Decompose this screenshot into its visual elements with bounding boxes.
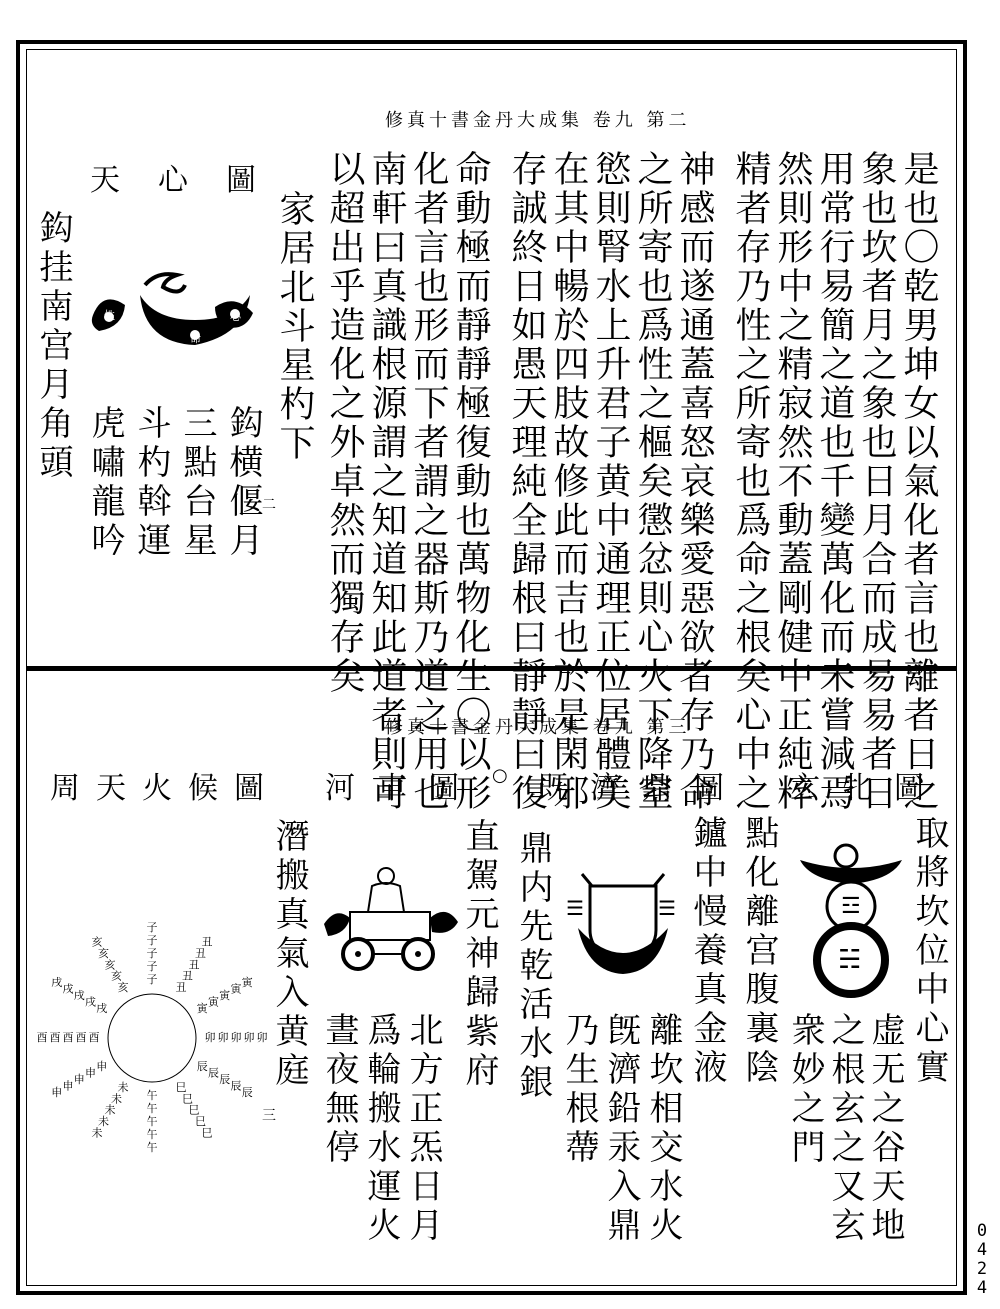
xuanpin-text-column: 取將坎位中心實: [909, 815, 949, 1088]
zhoutian-branch-label: 申: [51, 1086, 63, 1099]
zhoutian-branch-label: 亥: [104, 958, 116, 972]
heche-text-column: 直駕元神歸紫府: [459, 818, 499, 1091]
zhoutian-branch-label: 卯: [243, 1031, 255, 1044]
zhoutian-branch-label: 巳: [175, 1081, 187, 1095]
page-number-digit: 4: [976, 1278, 988, 1298]
zhoutian-branch-label: 辰: [196, 1060, 208, 1073]
verse-line: 三點台星: [177, 405, 217, 561]
heche-title: 河車圖: [325, 771, 481, 806]
zhoutian-branch-label: 卯: [204, 1031, 216, 1044]
zhoutian-branch-label: 酉: [36, 1031, 48, 1044]
zhoutian-branch-label: 巳: [195, 1115, 206, 1128]
zhoutian-branch-label: 寅: [196, 1002, 208, 1015]
text-column: 南軒曰真識根源謂之知道知此道者則可: [366, 150, 407, 813]
page-number-digit: 2: [976, 1259, 988, 1279]
zhoutian-branch-label: 卯: [217, 1031, 229, 1044]
zhoutian-branch-label: 丑: [188, 958, 200, 972]
zhoutian-branch-label: 申: [85, 1066, 96, 1080]
xuanpin-title: 玄牝圖: [790, 771, 946, 806]
verse-intro: 家居北斗星杓下: [274, 190, 315, 463]
zhoutian-branch-label: 亥: [117, 980, 129, 994]
heche-text-column: 晝夜無停: [319, 1012, 359, 1168]
chariot-rider-head: [378, 868, 394, 884]
text-column: 在其中暢於四肢故修此而吉也於是閑邪: [548, 150, 589, 813]
xuanpin-text-column: 虚无之谷天地: [865, 1012, 905, 1246]
page-number: [972, 1222, 992, 1298]
zhoutian-branch-label: 戌: [73, 989, 85, 1002]
verse-line: 虎嘯龍吟: [85, 405, 125, 561]
text-column: 然則形中之精寂然不動蓋剛健中正純粹: [772, 150, 813, 813]
text-column: 以超出乎造化之外卓然而獨存矣: [324, 150, 365, 696]
zhoutian-branch-label: 午: [146, 1115, 158, 1128]
text-column: 慾則腎水上升君子黄中通理正位居體美: [590, 150, 631, 813]
trigram-kan: ☵: [838, 945, 862, 975]
heche-text-column: 爲輪搬水運火: [361, 1012, 401, 1246]
zhoutian-branch-label: 辰: [219, 1073, 231, 1086]
zhoutian-branch-label: 戌: [62, 982, 74, 996]
jiji-text-column: 旣濟鉛汞入鼎: [601, 1012, 641, 1246]
zhoutian-branch-label: 子: [146, 973, 158, 986]
zhoutian-branch-label: 丑: [201, 935, 213, 949]
zhoutian-branch-label: 子: [146, 934, 158, 947]
zhoutian-text-column: 潛搬真氣入黄庭: [269, 818, 309, 1091]
diagram-label-xing: 性: [104, 309, 115, 322]
text-column: 命動極而靜靜極復動也萬物化生〇以形: [450, 150, 491, 813]
jiji-text-column: 鼎内先乾活水銀: [513, 830, 553, 1103]
zhoutian-branch-label: 丑: [175, 980, 187, 994]
zhoutian-branch-label: 戌: [85, 995, 96, 1009]
jiji-mark-left: ☰: [566, 896, 584, 920]
text-column: 存誠終日如愚天理純全歸根曰靜靜曰復: [506, 150, 547, 813]
zhoutian-branch-label: 亥: [98, 947, 109, 960]
zhoutian-branch-label: 申: [96, 1060, 108, 1073]
zhoutian-branch-label: 未: [111, 1092, 122, 1106]
zhoutian-branch-label: 卯: [256, 1031, 268, 1044]
zhoutian-branch-label: 寅: [219, 989, 231, 1002]
margin-mark: 二: [262, 497, 276, 513]
text-column: 象也坎者月之象也日月合而成易易者日: [856, 150, 897, 813]
zhoutian-branch-label: 未: [104, 1103, 116, 1117]
xuanpin-text-column: 之根玄之又玄: [825, 1012, 865, 1246]
xuanpin-top-circle: [835, 845, 857, 867]
verse-line-hook: 鈎挂南宫月角頭: [33, 210, 73, 483]
text-column: 之所寄也爲性之樞矣懲忿則心火下降窒: [632, 150, 673, 813]
zhoutian-branch-label: 申: [73, 1073, 85, 1086]
chariot-beast-left: [324, 913, 350, 936]
zhoutian-branch-label: 未: [98, 1115, 109, 1128]
xuanpin-diagram: [796, 840, 906, 1000]
zhoutian-branch-label: 丑: [195, 947, 206, 960]
zhoutian-branch-label: 子: [146, 960, 158, 973]
heche-text-column: 北方正炁日月: [403, 1012, 443, 1246]
zhoutian-branch-label: 戌: [96, 1002, 108, 1015]
zhoutian-branch-label: 酉: [49, 1031, 61, 1044]
hook-stroke: [145, 274, 185, 291]
zhoutian-branch-label: 未: [117, 1081, 129, 1095]
zhoutian-branch-label: 寅: [241, 976, 253, 989]
zhoutian-branch-label: 酉: [62, 1031, 74, 1044]
jiji-text-column: 離坎相交水火: [643, 1012, 683, 1246]
upper-running-head: 修真十書金丹大成集 卷九 第二: [385, 110, 691, 131]
jiji-text-column: 鑪中慢養真金液: [687, 815, 727, 1088]
zhoutian-branch-label: 寅: [208, 995, 219, 1009]
zhoutian-branch-label: 亥: [91, 935, 103, 949]
jiji-text-column: 乃生根蔕: [559, 1012, 599, 1168]
zhoutian-branch-label: 子: [146, 921, 158, 934]
text-column: 神感而遂通蓋喜怒哀樂愛惡欲者存乃命: [674, 150, 715, 813]
zhoutian-branch-label: 卯: [230, 1031, 242, 1044]
zhoutian-branch-label: 巳: [182, 1092, 193, 1106]
chariot-body: [350, 912, 430, 940]
heche-diagram: [320, 862, 460, 982]
zhoutian-branch-label: 午: [146, 1102, 158, 1115]
zhoutian-branch-label: 未: [91, 1126, 103, 1140]
zhoutian-branch-label: 午: [146, 1128, 158, 1141]
zhoutian-branch-label: 辰: [230, 1079, 242, 1093]
zhoutian-branch-label: 酉: [75, 1031, 87, 1044]
zhoutian-branch-label: 午: [146, 1089, 158, 1102]
zhoutian-branch-label: 子: [146, 947, 158, 960]
verse-line: 鈎横偃月: [223, 405, 263, 561]
zhoutian-branch-label: 寅: [230, 982, 242, 996]
chariot-rider: [368, 883, 404, 912]
diagram-label-ming: 命: [190, 332, 201, 345]
zhoutian-branch-label: 午: [146, 1141, 158, 1154]
diagram-label-xin: 心: [230, 310, 241, 323]
tianxin-diagram-title: 天心圖: [90, 163, 294, 198]
zhoutian-branch-label: 巳: [201, 1126, 213, 1140]
page-number-digit: 4: [976, 1240, 988, 1260]
zhoutian-title: 周天火候圖: [50, 771, 280, 806]
zhoutian-center-circle: [108, 994, 196, 1082]
zhoutian-branch-label: 巳: [188, 1103, 200, 1117]
lower-running-head: 修真十書金丹大成集 卷九 第三: [385, 717, 691, 738]
page-number-digit: 0: [976, 1221, 988, 1241]
zhoutian-branch-label: 酉: [88, 1031, 100, 1044]
xuanpin-text-column: 點化離宫腹裏陰: [739, 815, 779, 1088]
text-column: 精者存乃性之所寄也爲命之根矣心中之: [730, 150, 771, 813]
chariot-beast-right: [430, 912, 458, 933]
verse-line: 斗杓斡運: [131, 405, 171, 561]
text-column: 是也〇乾男坤女以氣化者言也離者日之: [898, 150, 939, 813]
zhoutian-branch-label: 戌: [51, 976, 63, 989]
text-column: 化者言也形而下者謂之器斯乃道之用也: [408, 150, 449, 813]
trigram-li: ☲: [841, 894, 861, 919]
jiji-title: 既濟鼎圖: [538, 771, 746, 806]
margin-mark: 三: [262, 1108, 276, 1124]
zhoutian-branch-label: 亥: [111, 969, 122, 983]
jiji-diagram: [572, 868, 674, 978]
zhoutian-branch-label: 辰: [208, 1066, 219, 1080]
separator-circle: ○: [492, 765, 508, 786]
zhoutian-branch-label: 辰: [241, 1086, 253, 1099]
zhoutian-branch-label: 丑: [182, 969, 193, 983]
jiji-mark-right: ☰: [658, 896, 676, 920]
zhoutian-branch-label: 申: [62, 1079, 74, 1093]
text-column: 用常行易簡之道也千變萬化而未嘗減焉: [814, 150, 855, 813]
zhoutian-diagram: [30, 910, 270, 1170]
xuanpin-text-column: 衆妙之門: [785, 1012, 825, 1168]
